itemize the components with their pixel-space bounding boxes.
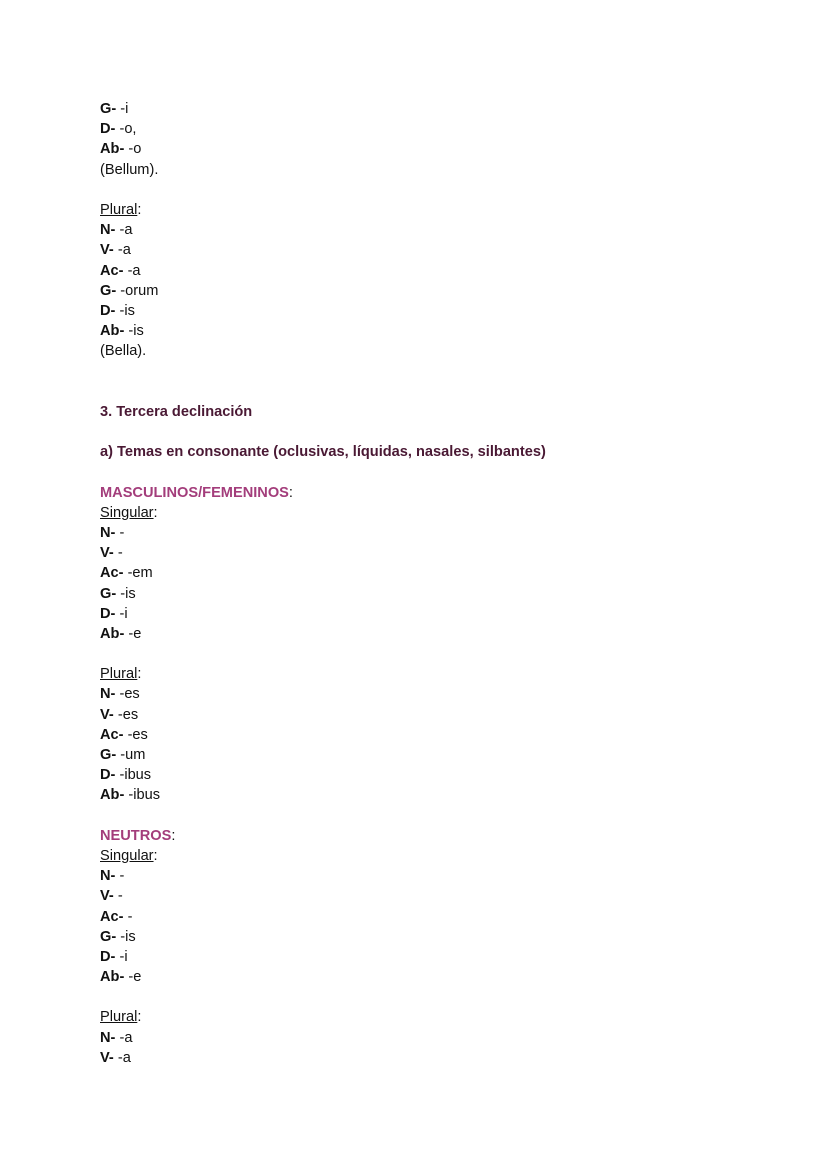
case-row bbox=[100, 604, 740, 624]
case-label: V- bbox=[100, 545, 114, 562]
document-page bbox=[100, 99, 740, 1068]
case-label: V- bbox=[100, 706, 114, 723]
case-row bbox=[100, 684, 740, 704]
case-ending: - bbox=[115, 524, 125, 541]
case-row bbox=[100, 886, 740, 906]
case-ending: - bbox=[123, 908, 133, 925]
case-row bbox=[100, 321, 740, 341]
case-ending: -a bbox=[115, 1029, 133, 1046]
case-ending: -em bbox=[123, 565, 153, 582]
case-ending: -ibus bbox=[124, 787, 161, 804]
case-ending: -is bbox=[116, 585, 136, 602]
case-ending: -a bbox=[123, 262, 141, 279]
case-label: D- bbox=[100, 767, 116, 784]
case-ending: -ibus bbox=[115, 767, 152, 784]
case-ending: - bbox=[113, 545, 123, 562]
case-row bbox=[100, 301, 740, 321]
declension-list-plural-neuter-2 bbox=[100, 200, 740, 362]
case-row bbox=[100, 624, 740, 644]
case-ending: -um bbox=[116, 747, 146, 764]
case-row bbox=[100, 947, 740, 967]
case-label: N- bbox=[100, 1029, 116, 1046]
case-ending: -i bbox=[116, 101, 129, 117]
case-row bbox=[100, 240, 740, 260]
neutros-block bbox=[100, 826, 740, 1068]
number-header-text: Plural bbox=[100, 666, 138, 683]
case-ending: -is bbox=[115, 302, 135, 319]
example-word: (Bellum). bbox=[100, 161, 159, 178]
case-label: Ab- bbox=[100, 141, 125, 158]
case-label: D- bbox=[100, 121, 116, 138]
masc-fem-block bbox=[100, 483, 740, 806]
case-label: D- bbox=[100, 302, 116, 319]
case-row bbox=[100, 765, 740, 785]
case-label: N- bbox=[100, 524, 116, 541]
case-label: V- bbox=[100, 1049, 114, 1066]
case-row bbox=[100, 967, 740, 987]
number-header-text: Plural bbox=[100, 201, 138, 218]
case-label: G- bbox=[100, 282, 117, 299]
case-row bbox=[100, 220, 740, 240]
case-row bbox=[100, 745, 740, 765]
case-ending: -a bbox=[115, 222, 133, 239]
case-label: G- bbox=[100, 747, 117, 764]
case-row bbox=[100, 543, 740, 563]
case-ending: -a bbox=[113, 1049, 131, 1066]
case-label: G- bbox=[100, 585, 117, 602]
case-ending: -e bbox=[124, 969, 142, 986]
case-row bbox=[100, 907, 740, 927]
case-row bbox=[100, 1048, 740, 1068]
case-row bbox=[100, 866, 740, 886]
number-header: Plural: bbox=[100, 666, 142, 683]
section-heading: 3. Tercera declinación bbox=[100, 403, 253, 420]
subsection-heading: a) Temas en consonante (oclusivas, líquidas, nasales, silbantes) bbox=[100, 444, 546, 461]
case-label: Ac- bbox=[100, 565, 124, 582]
number-header: Singular: bbox=[100, 847, 158, 864]
case-label: Ab- bbox=[100, 625, 125, 642]
case-row bbox=[100, 139, 740, 159]
case-row bbox=[100, 281, 740, 301]
case-label: G- bbox=[100, 101, 117, 117]
category-title-text: NEUTROS bbox=[100, 827, 172, 844]
case-row bbox=[100, 99, 740, 119]
case-label: N- bbox=[100, 868, 116, 885]
case-ending: -a bbox=[113, 242, 131, 259]
case-row bbox=[100, 584, 740, 604]
case-ending: -es bbox=[115, 686, 140, 703]
case-label: Ab- bbox=[100, 787, 125, 804]
case-label: Ab- bbox=[100, 969, 125, 986]
case-row bbox=[100, 119, 740, 139]
number-header-text: Singular bbox=[100, 504, 154, 521]
number-header: Singular: bbox=[100, 504, 158, 521]
case-row bbox=[100, 705, 740, 725]
case-row bbox=[100, 725, 740, 745]
case-ending: -es bbox=[123, 726, 148, 743]
number-header-text: Singular bbox=[100, 847, 154, 864]
category-title: NEUTROS: bbox=[100, 827, 176, 844]
case-label: D- bbox=[100, 948, 116, 965]
case-ending: -e bbox=[124, 625, 142, 642]
case-row bbox=[100, 563, 740, 583]
case-label: V- bbox=[100, 888, 114, 905]
case-ending: -o, bbox=[115, 121, 137, 138]
case-ending: - bbox=[113, 888, 123, 905]
case-label: V- bbox=[100, 242, 114, 259]
case-ending: -es bbox=[113, 706, 139, 723]
case-ending: -i bbox=[115, 948, 128, 965]
case-row bbox=[100, 927, 740, 947]
category-title-text: MASCULINOS/FEMENINOS bbox=[100, 484, 289, 501]
case-ending: -is bbox=[116, 928, 136, 945]
case-label: N- bbox=[100, 222, 116, 239]
case-label: Ac- bbox=[100, 908, 124, 925]
category-title: MASCULINOS/FEMENINOS: bbox=[100, 484, 293, 501]
number-header-text: Plural bbox=[100, 1009, 138, 1026]
example-word: (Bella). bbox=[100, 343, 147, 360]
case-ending: -o bbox=[124, 141, 142, 158]
case-row bbox=[100, 1028, 740, 1048]
case-label: Ac- bbox=[100, 262, 124, 279]
case-ending: -is bbox=[124, 323, 144, 340]
case-label: G- bbox=[100, 928, 117, 945]
case-label: D- bbox=[100, 605, 116, 622]
case-row bbox=[100, 261, 740, 281]
case-row bbox=[100, 523, 740, 543]
case-label: Ab- bbox=[100, 323, 125, 340]
case-ending: -orum bbox=[116, 282, 159, 299]
case-ending: - bbox=[115, 868, 125, 885]
case-label: Ac- bbox=[100, 726, 124, 743]
case-ending: -i bbox=[115, 605, 128, 622]
number-header: Plural: bbox=[100, 201, 142, 218]
declension-list-singular-neuter-2 bbox=[100, 99, 740, 180]
case-label: N- bbox=[100, 686, 116, 703]
case-row bbox=[100, 785, 740, 805]
number-header: Plural: bbox=[100, 1009, 142, 1026]
